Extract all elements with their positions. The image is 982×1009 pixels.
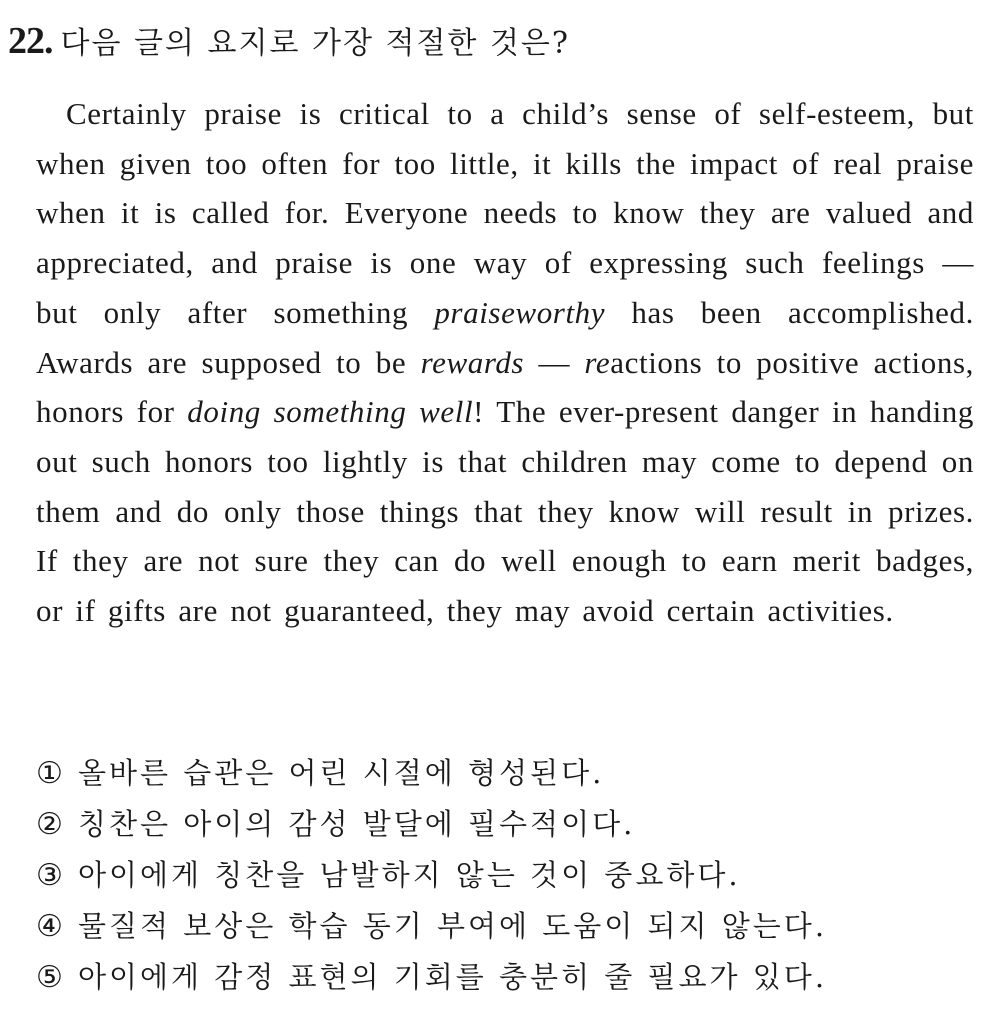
passage-italic-re: re — [420, 344, 447, 380]
answer-choice-5[interactable] — [36, 952, 974, 1003]
question-header — [8, 18, 974, 63]
answer-choice-1[interactable] — [36, 748, 974, 799]
passage-italic-doing-something-well: doing something well — [187, 394, 474, 430]
reading-passage — [36, 89, 974, 636]
passage-dash: — — [524, 344, 585, 380]
question-number: 22. — [8, 20, 53, 62]
choice-number: ⑤ — [36, 960, 63, 995]
choice-text: 물질적 보상은 학습 동기 부여에 도움이 되지 않는다. — [78, 909, 828, 943]
choice-text: 아이에게 칭찬을 남발하지 않는 것이 중요하다. — [78, 858, 741, 892]
choice-number: ③ — [36, 858, 63, 893]
passage-italic-re: re — [584, 344, 611, 380]
answer-choice-2[interactable] — [36, 799, 974, 850]
choice-text: 아이에게 감정 표현의 기회를 충분히 줄 필요가 있다. — [78, 960, 828, 994]
passage-text: has been accomplished. Awards are supposed to be — [36, 294, 974, 380]
choice-text: 칭찬은 아이의 감성 발달에 필수적이다. — [78, 807, 636, 841]
choice-number: ② — [36, 807, 63, 842]
passage-text: actions to positive actions, honors for — [36, 344, 974, 430]
choice-text: 올바른 습관은 어린 시절에 형성된다. — [78, 756, 605, 790]
passage-italic-wards: wards — [446, 344, 525, 380]
answer-choice-3[interactable] — [36, 850, 974, 901]
passage-italic-praiseworthy: praiseworthy — [434, 294, 606, 330]
choice-number: ④ — [36, 909, 63, 944]
question-prompt: 다음 글의 요지로 가장 적절한 것은? — [60, 26, 570, 61]
passage-text: ! The ever-present danger in handing out such honors too lightly is that children may come to depend on them and do only those things that they know will result in prizes. If they are not sure they can do well enough to earn merit badges, or if gifts are not guaranteed, they may avoid certain activities. — [36, 394, 975, 629]
choice-number: ① — [36, 756, 63, 791]
answer-choice-4[interactable] — [36, 901, 974, 952]
answer-choices — [36, 748, 974, 1003]
passage-text: Certainly praise is critical to a child’s sense of self-esteem, but when given too often for too little, it kills the impact of real praise when it is called for. Everyone needs to know they are valued and appreciated, and praise is one way of expressing such feelings — but only after something — [36, 96, 974, 330]
